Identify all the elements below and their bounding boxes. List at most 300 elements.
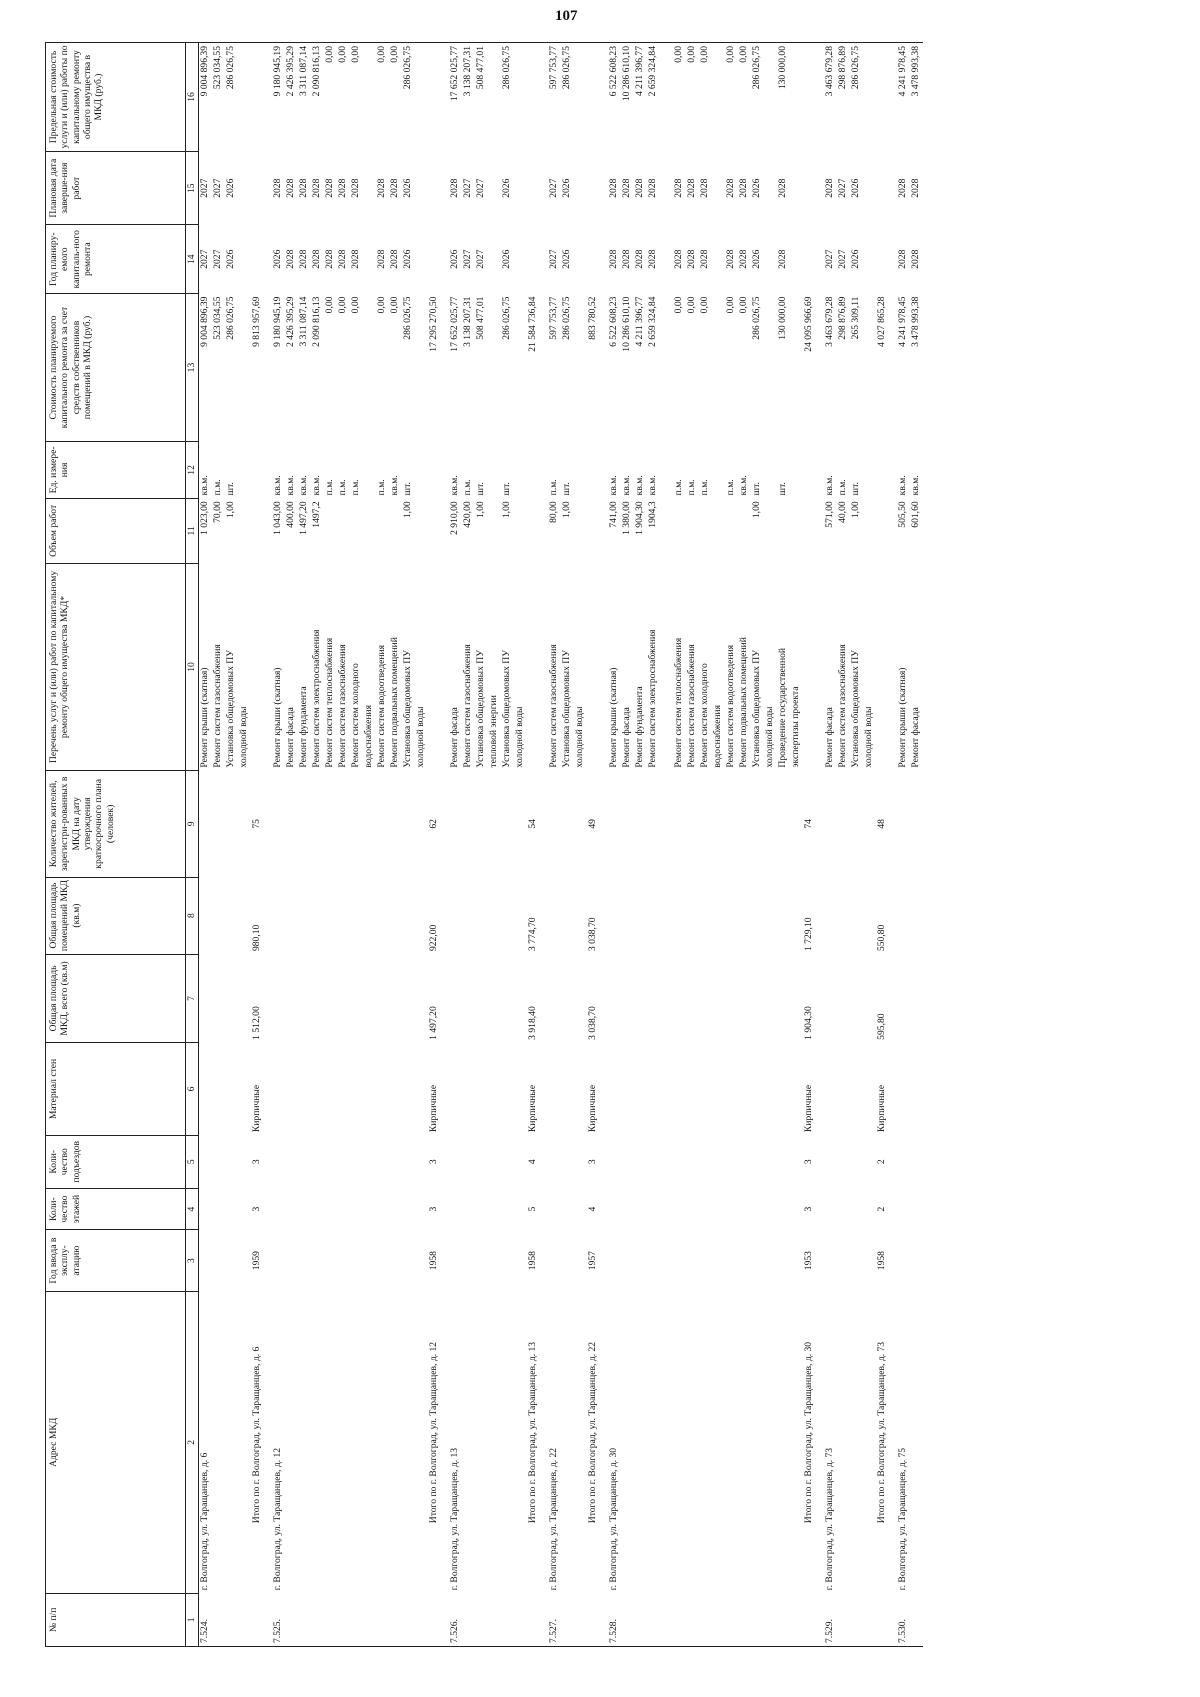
spacer-cell	[540, 442, 548, 499]
table-cell	[376, 498, 389, 563]
table-cell	[863, 498, 876, 563]
table-cell	[428, 442, 441, 499]
table-cell: 2028	[699, 178, 710, 198]
table-cell	[910, 771, 923, 878]
column-header: № п/п	[46, 1593, 186, 1646]
table-row	[488, 43, 501, 1647]
spacer-cell	[540, 1135, 548, 1188]
table-cell	[850, 1043, 863, 1135]
table-cell: 3	[803, 1206, 814, 1212]
table-cell: 3	[803, 1159, 814, 1165]
table-cell: п.м.	[673, 479, 684, 496]
table-cell	[415, 1593, 428, 1646]
table-cell	[660, 43, 673, 152]
table-cell	[285, 1291, 298, 1593]
spacer-cell	[600, 1593, 608, 1646]
table-cell	[475, 877, 488, 954]
table-cell: Ремонт фасада	[910, 707, 921, 768]
table-cell: 3 463 679,28	[824, 43, 837, 152]
table-row	[777, 43, 790, 1647]
table-cell	[863, 294, 876, 442]
table-cell	[608, 771, 621, 878]
table-cell	[673, 1291, 686, 1593]
table-cell	[686, 1593, 699, 1646]
table-cell: 62	[428, 819, 439, 829]
table-header-row	[46, 43, 186, 1647]
table-cell	[634, 1043, 647, 1135]
table-cell: 523 034,55	[212, 296, 223, 340]
table-cell	[712, 43, 725, 152]
spacer-cell	[889, 43, 897, 152]
column-number: 4	[186, 1188, 199, 1229]
table-cell	[415, 1188, 428, 1229]
table-cell: 597 753,77	[548, 296, 559, 340]
table-cell	[712, 1135, 725, 1188]
table-cell	[272, 954, 285, 1043]
table-cell	[660, 1593, 673, 1646]
table-cell: 2028	[389, 178, 400, 198]
table-cell	[376, 1188, 389, 1229]
table-cell	[324, 1188, 337, 1229]
table-cell	[363, 151, 376, 224]
table-cell	[561, 1593, 574, 1646]
table-cell	[897, 877, 910, 954]
spacer-row	[441, 43, 449, 1647]
table-cell	[272, 1135, 285, 1188]
table-cell: п.м.	[725, 479, 736, 496]
table-cell	[488, 1593, 501, 1646]
table-cell	[673, 877, 686, 954]
table-cell: 21 584 736,84	[527, 296, 538, 352]
table-cell	[837, 1043, 850, 1135]
table-cell	[777, 1188, 790, 1229]
table-row	[199, 43, 213, 1647]
table-cell	[350, 877, 363, 954]
table-cell: 2 659 324,84	[647, 43, 660, 152]
table-cell	[910, 954, 923, 1043]
table-cell	[561, 1135, 574, 1188]
table-cell: 3	[251, 1206, 262, 1212]
table-cell	[514, 498, 527, 563]
table-cell: 40,00	[837, 501, 848, 523]
table-cell	[389, 1135, 402, 1188]
table-cell	[251, 442, 264, 499]
table-cell	[897, 1043, 910, 1135]
table-cell	[337, 877, 350, 954]
table-cell	[415, 43, 428, 152]
table-row	[863, 43, 876, 1647]
table-cell	[199, 771, 213, 878]
table-cell	[548, 771, 561, 878]
table-cell: кв.м.	[897, 475, 908, 496]
table-cell	[699, 498, 712, 563]
table-cell	[764, 771, 777, 878]
table-cell	[389, 1291, 402, 1593]
table-cell	[574, 1043, 587, 1135]
table-cell	[574, 1230, 587, 1292]
table-row	[337, 43, 350, 1647]
table-cell	[910, 1188, 923, 1229]
table-cell	[415, 1230, 428, 1292]
table-cell: 2028	[634, 178, 645, 198]
table-cell	[712, 771, 725, 878]
spacer-cell	[264, 225, 272, 294]
table-cell: 2026	[501, 249, 512, 269]
table-cell	[501, 1230, 514, 1292]
table-cell	[673, 771, 686, 878]
table-cell: Итого по г. Волгоград, ул. Таращанцев, д. 6	[251, 1346, 262, 1524]
table-cell: 1958	[527, 1251, 538, 1271]
table-cell	[660, 442, 673, 499]
table-cell	[660, 225, 673, 294]
table-cell	[389, 771, 402, 878]
spacer-cell	[600, 151, 608, 224]
table-cell: 286 026,75	[225, 296, 236, 340]
table-cell	[803, 563, 816, 770]
table-cell	[621, 1135, 634, 1188]
table-cell: 2026	[751, 178, 762, 198]
table-cell	[527, 151, 540, 224]
table-cell: 286 026,75	[501, 296, 512, 340]
table-cell	[764, 954, 777, 1043]
table-cell: 48	[876, 819, 887, 829]
table-cell	[790, 43, 803, 152]
table-cell	[686, 1230, 699, 1292]
table-cell: 571,00	[824, 501, 835, 528]
table-cell: п.м.	[212, 479, 223, 496]
table-cell: 741,00	[608, 501, 619, 528]
table-cell	[790, 1593, 803, 1646]
table-cell: п.м.	[686, 479, 697, 496]
table-cell	[488, 1230, 501, 1292]
table-cell	[350, 498, 363, 563]
table-cell	[777, 1043, 790, 1135]
spacer-cell	[441, 1593, 449, 1646]
table-cell: Установка общедомовых ПУ	[402, 650, 413, 768]
table-cell	[402, 954, 415, 1043]
table-cell: Ремонт крыши (скатная)	[272, 667, 283, 768]
table-cell	[272, 877, 285, 954]
table-cell: п.м.	[350, 479, 361, 496]
table-cell: 2026	[225, 249, 236, 269]
table-cell: 2027	[212, 178, 223, 198]
table-cell	[199, 1230, 213, 1292]
table-cell	[402, 1135, 415, 1188]
table-cell: 0,00	[337, 296, 348, 314]
spacer-cell	[816, 1593, 824, 1646]
table-cell	[514, 1291, 527, 1593]
table-cell: Итого по г. Волгоград, ул. Таращанцев, д. 12	[428, 1341, 439, 1524]
table-cell	[311, 877, 324, 954]
table-cell	[850, 877, 863, 954]
table-cell: 1 497,20	[428, 1006, 439, 1040]
table-cell: 2 090 816,13	[311, 43, 324, 152]
table-cell	[488, 771, 501, 878]
table-cell	[660, 1188, 673, 1229]
table-cell: 1 904,30	[803, 1006, 814, 1040]
table-cell	[199, 1135, 213, 1188]
table-cell	[501, 1135, 514, 1188]
table-cell: 2026	[561, 178, 572, 198]
table-row	[897, 43, 910, 1647]
table-cell	[324, 1043, 337, 1135]
table-cell: 286 026,75	[225, 43, 238, 152]
spacer-cell	[264, 442, 272, 499]
table-cell	[462, 1043, 475, 1135]
spacer-cell	[889, 1593, 897, 1646]
table-cell	[298, 1593, 311, 1646]
spacer-cell	[441, 563, 449, 770]
table-cell: 6 522 608,23	[608, 43, 621, 152]
spacer-cell	[441, 1188, 449, 1229]
table-row	[850, 43, 863, 1647]
table-cell	[238, 877, 251, 954]
table-cell	[402, 771, 415, 878]
table-row	[350, 43, 363, 1647]
table-cell	[751, 1135, 764, 1188]
table-cell: Ремонт систем водоотведения	[725, 644, 736, 768]
table-cell: 286 026,75	[850, 43, 863, 152]
table-cell	[777, 1135, 790, 1188]
table-cell	[501, 1188, 514, 1229]
table-cell	[660, 954, 673, 1043]
column-number: 5	[186, 1135, 199, 1188]
table-cell	[462, 1291, 475, 1593]
table-cell: кв.м.	[389, 475, 400, 496]
table-cell	[876, 442, 889, 499]
spacer-cell	[441, 294, 449, 442]
table-cell	[647, 1135, 660, 1188]
table-cell	[699, 1188, 712, 1229]
table-cell: п.м.	[548, 479, 559, 496]
table-cell	[488, 1135, 501, 1188]
table-cell: 601,60	[910, 501, 921, 528]
table-cell	[514, 1043, 527, 1135]
table-row	[738, 43, 751, 1647]
table-cell	[462, 954, 475, 1043]
spacer-cell	[540, 498, 548, 563]
table-cell: 10 286 610,10	[621, 296, 632, 352]
table-cell	[251, 1593, 264, 1646]
table-cell: 2028	[621, 249, 632, 269]
table-cell: Ремонт крыши (скатная)	[199, 667, 210, 768]
spacer-cell	[816, 498, 824, 563]
table-cell	[587, 225, 600, 294]
table-cell	[863, 442, 876, 499]
table-cell: 2026	[272, 249, 283, 269]
table-row	[608, 43, 621, 1647]
table-cell	[837, 1230, 850, 1292]
table-cell	[527, 563, 540, 770]
table-cell	[764, 442, 777, 499]
spacer-cell	[816, 294, 824, 442]
column-number: 16	[186, 43, 199, 152]
table-cell	[587, 442, 600, 499]
table-cell	[527, 225, 540, 294]
table-cell	[647, 771, 660, 878]
spacer-cell	[600, 1043, 608, 1135]
table-cell	[837, 954, 850, 1043]
table-cell	[850, 1291, 863, 1593]
table-cell: 2026	[561, 249, 572, 269]
table-cell	[324, 771, 337, 878]
table-cell	[285, 1188, 298, 1229]
table-cell	[298, 1291, 311, 1593]
table-cell: 2028	[337, 249, 348, 269]
table-cell: 7.529.	[824, 1593, 837, 1646]
table-cell	[686, 1188, 699, 1229]
table-cell	[863, 1043, 876, 1135]
table-cell	[764, 151, 777, 224]
table-cell: Ремонт систем теплоснабжения	[673, 637, 684, 768]
table-cell: 1958	[876, 1251, 887, 1271]
spacer-cell	[441, 1043, 449, 1135]
column-number: 2	[186, 1291, 199, 1593]
table-cell	[725, 771, 738, 878]
spacer-cell	[816, 771, 824, 878]
table-cell: 2028	[777, 249, 788, 269]
table-cell: Ремонт систем электроснабжения	[311, 629, 322, 768]
table-cell: 17 652 025,77	[449, 43, 462, 152]
table-cell	[212, 1188, 225, 1229]
table-cell: Ремонт систем холодного	[350, 663, 361, 768]
table-cell: 0,00	[699, 43, 712, 152]
table-cell	[475, 1135, 488, 1188]
spacer-cell	[600, 954, 608, 1043]
table-cell: 3 311 087,14	[298, 43, 311, 152]
table-cell: 2028	[686, 178, 697, 198]
table-cell	[686, 498, 699, 563]
table-cell	[389, 954, 402, 1043]
spacer-cell	[889, 294, 897, 442]
table-cell	[415, 442, 428, 499]
table-cell	[673, 1593, 686, 1646]
spacer-cell	[441, 442, 449, 499]
table-cell: Ремонт систем холодного	[699, 663, 710, 768]
table-cell: кв.м.	[621, 475, 632, 496]
table-cell: г. Волгоград, ул. Таращанцев, д. 6	[199, 1452, 210, 1591]
table-cell	[587, 43, 600, 152]
table-cell: Ремонт фасада	[285, 707, 296, 768]
table-cell	[324, 498, 337, 563]
table-cell: 0,00	[673, 43, 686, 152]
table-cell: 2027	[837, 249, 848, 269]
table-row	[238, 43, 251, 1647]
table-cell	[587, 151, 600, 224]
table-cell	[350, 1230, 363, 1292]
table-cell: 2 090 816,13	[311, 296, 322, 347]
table-cell: тепловой энергии	[488, 695, 499, 768]
spacer-cell	[264, 1135, 272, 1188]
table-cell	[428, 225, 441, 294]
table-cell	[574, 877, 587, 954]
table-cell	[660, 563, 673, 770]
spacer-row	[600, 43, 608, 1647]
table-cell	[699, 954, 712, 1043]
table-cell	[337, 1188, 350, 1229]
table-cell	[389, 1593, 402, 1646]
table-cell	[488, 442, 501, 499]
table-cell: кв.м.	[449, 475, 460, 496]
table-cell	[376, 1291, 389, 1593]
table-row	[790, 43, 803, 1647]
table-cell	[751, 954, 764, 1043]
spacer-cell	[816, 151, 824, 224]
table-cell: Ремонт систем газоснабжения	[837, 644, 848, 768]
table-cell	[402, 1291, 415, 1593]
table-row	[501, 43, 514, 1647]
table-cell	[738, 1043, 751, 1135]
table-cell: 3	[428, 1159, 439, 1165]
table-cell	[415, 1135, 428, 1188]
table-cell: 0,00	[350, 296, 361, 314]
table-cell: 1958	[428, 1251, 439, 1271]
table-cell: 4 241 978,45	[897, 296, 908, 347]
table-cell: Ремонт фундамента	[634, 686, 645, 768]
table-cell	[238, 954, 251, 1043]
table-cell	[699, 1230, 712, 1292]
spacer-cell	[441, 877, 449, 954]
table-cell	[897, 1135, 910, 1188]
table-cell	[803, 498, 816, 563]
column-number: 1	[186, 1593, 199, 1646]
table-cell	[910, 1043, 923, 1135]
table-cell	[790, 1043, 803, 1135]
table-cell: 1,00	[561, 501, 572, 519]
table-cell	[462, 1230, 475, 1292]
table-cell	[790, 294, 803, 442]
table-cell	[514, 1593, 527, 1646]
table-cell	[350, 1291, 363, 1593]
table-cell: Ремонт систем газоснабжения	[462, 644, 473, 768]
table-cell: 3	[251, 1159, 262, 1165]
table-cell	[251, 563, 264, 770]
table-cell	[199, 877, 213, 954]
table-cell	[462, 877, 475, 954]
spacer-cell	[600, 1291, 608, 1593]
table-cell: кв.м.	[199, 475, 210, 496]
column-number: 10	[186, 563, 199, 770]
table-cell: Итого по г. Волгоград, ул. Таращанцев, д. 73	[876, 1341, 887, 1524]
table-cell	[608, 954, 621, 1043]
column-header: Плановая дата заверше-ния работ	[46, 151, 186, 224]
column-header: Объем работ	[46, 498, 186, 563]
table-cell: 400,00	[285, 501, 296, 528]
table-row	[449, 43, 462, 1647]
table-cell	[462, 1593, 475, 1646]
spacer-cell	[816, 877, 824, 954]
spacer-cell	[540, 1230, 548, 1292]
table-cell: 0,00	[673, 296, 684, 314]
table-cell	[488, 151, 501, 224]
table-cell	[621, 877, 634, 954]
table-cell	[574, 151, 587, 224]
table-cell: 74	[803, 819, 814, 829]
table-cell: шт.	[475, 482, 486, 496]
table-row	[415, 43, 428, 1647]
table-cell: 2027	[462, 249, 473, 269]
table-cell	[574, 1593, 587, 1646]
table-cell	[634, 877, 647, 954]
table-cell	[725, 954, 738, 1043]
table-row	[389, 43, 402, 1647]
table-cell	[488, 1188, 501, 1229]
table-cell: Кирпичные	[428, 1084, 439, 1133]
table-cell: 7.524.	[199, 1593, 213, 1646]
table-cell	[376, 954, 389, 1043]
table-row	[363, 43, 376, 1647]
table-cell: шт.	[225, 482, 236, 496]
